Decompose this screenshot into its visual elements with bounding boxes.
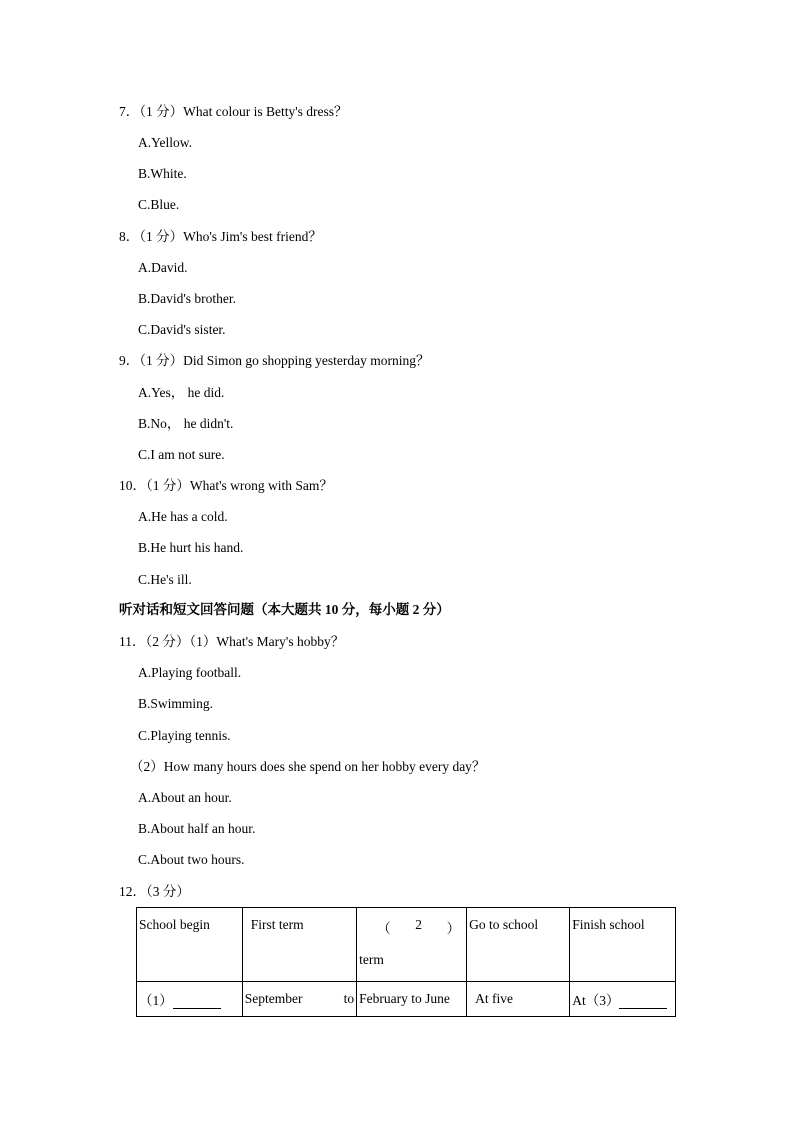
q9-option-c[interactable]: C.I am not sure. bbox=[138, 447, 225, 462]
q11-option-a[interactable]: A.Playing football. bbox=[138, 665, 242, 680]
answer-blank-1[interactable] bbox=[173, 996, 221, 1009]
q11-sub2-option-b[interactable]: B.About half an hour. bbox=[138, 821, 256, 836]
q10-stem: 10．（1 分）What's wrong with Sam？ bbox=[119, 478, 333, 493]
table-row bbox=[137, 982, 676, 1017]
table-header-row bbox=[137, 908, 676, 982]
q11-sub2-stem: （2）How many hours does she spend on her hobby every day？ bbox=[130, 759, 486, 774]
answer-blank-3[interactable] bbox=[619, 996, 667, 1009]
q8-option-c[interactable]: C.David's sister. bbox=[138, 322, 226, 337]
q9-option-a[interactable]: A.Yes， he did. bbox=[138, 385, 225, 400]
q12-stem: 12．（3 分） bbox=[119, 884, 190, 899]
q11-sub2-option-c[interactable]: C.About two hours. bbox=[138, 852, 245, 867]
q8-option-a[interactable]: A.David. bbox=[138, 260, 188, 275]
cell-school-begin[interactable]: （1） bbox=[137, 982, 243, 1017]
q11-stem: 11．（2 分）（1）What's Mary's hobby？ bbox=[119, 634, 345, 649]
q7-option-b[interactable]: B.White. bbox=[138, 166, 187, 181]
q10-option-a[interactable]: A.He has a cold. bbox=[138, 509, 228, 524]
header-first-term: First term bbox=[242, 908, 356, 982]
q7-stem: 7．（1 分）What colour is Betty's dress？ bbox=[119, 104, 348, 119]
header-go-to-school: Go to school bbox=[467, 908, 570, 982]
cell-go-to-school: At five bbox=[467, 982, 570, 1017]
q8-option-b[interactable]: B.David's brother. bbox=[138, 291, 237, 306]
q10-option-c[interactable]: C.He's ill. bbox=[138, 572, 192, 587]
q10-option-b[interactable]: B.He hurt his hand. bbox=[138, 540, 244, 555]
header-school-begin: School begin bbox=[137, 908, 243, 982]
cell-first-term: September to bbox=[242, 982, 356, 1017]
cell-second-term: February to June bbox=[357, 982, 467, 1017]
q7-option-a[interactable]: A.Yellow. bbox=[138, 135, 193, 150]
q11-option-b[interactable]: B.Swimming. bbox=[138, 696, 214, 711]
q8-stem: 8．（1 分）Who's Jim's best friend？ bbox=[119, 229, 322, 244]
school-schedule-table bbox=[136, 907, 676, 1017]
q9-option-b[interactable]: B.No， he didn't. bbox=[138, 416, 234, 431]
q11-option-c[interactable]: C.Playing tennis. bbox=[138, 728, 231, 743]
q11-sub2-option-a[interactable]: A.About an hour. bbox=[138, 790, 232, 805]
cell-finish-school[interactable]: At（3） bbox=[570, 982, 676, 1017]
header-finish-school: Finish school bbox=[570, 908, 676, 982]
section-heading: 听对话和短文回答问题（本大题共 10 分，每小题 2 分） bbox=[119, 602, 450, 617]
header-second-term: （ 2 ） term bbox=[357, 908, 467, 982]
q7-option-c[interactable]: C.Blue. bbox=[138, 197, 180, 212]
q9-stem: 9．（1 分）Did Simon go shopping yesterday morning？ bbox=[119, 353, 430, 368]
